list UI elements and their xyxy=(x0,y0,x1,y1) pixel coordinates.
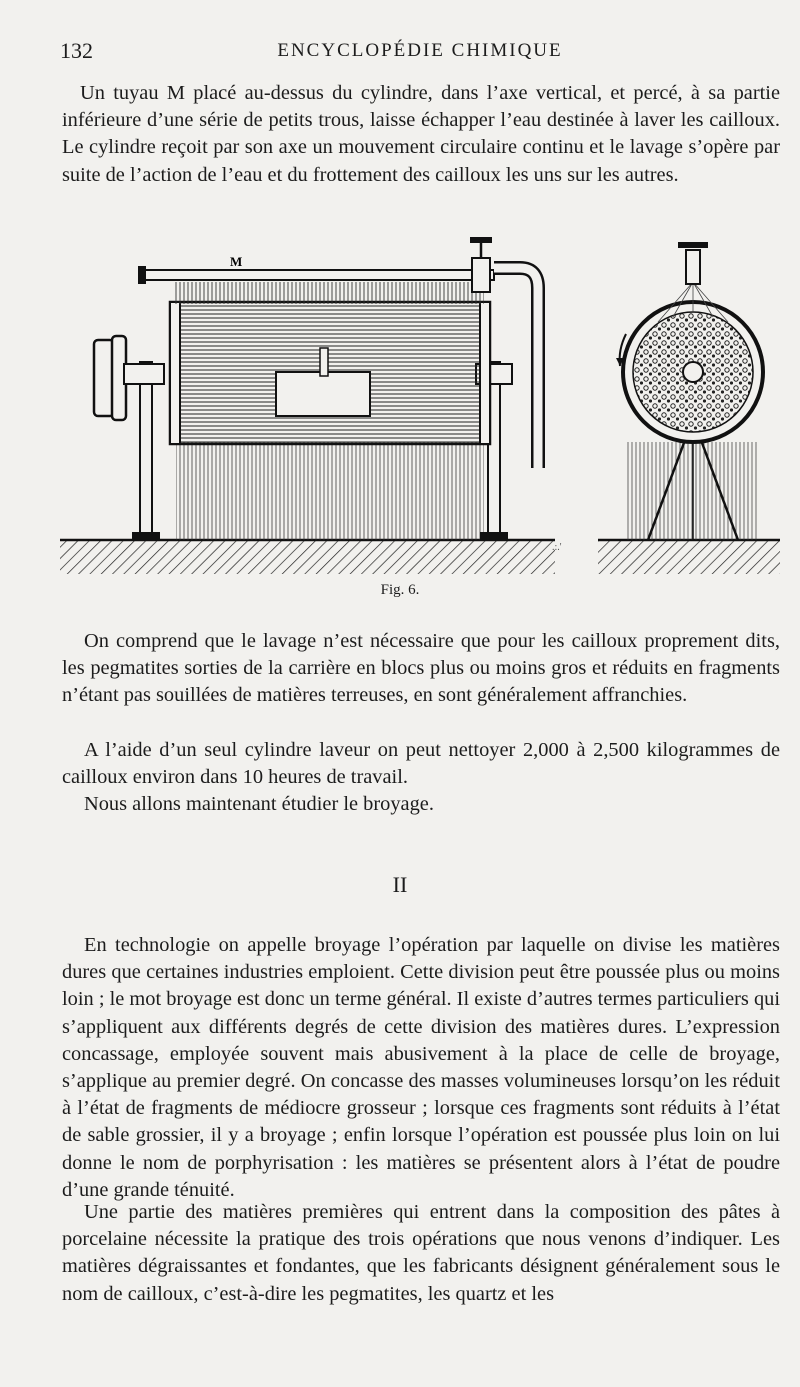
page-number: 132 xyxy=(60,38,93,63)
figure-washing-cylinder xyxy=(58,232,782,582)
paragraph-washing-pipe: Un tuyau M placé au-dessus du cylindre, dans l’axe vertical, et percé, à sa partie inférieure d’une série de petits trous, laisse échapper l’eau destinée à laver les cailloux. Le cylindre reçoit par son axe un mouvement circulaire continu et le lavage s’opère par suite de l’action de l’eau et du frottement des cailloux les uns sur les autres. xyxy=(62,82,780,186)
cylinder-door xyxy=(276,372,370,416)
paragraph-grinding-definition: En technologie on appelle broyage l’opération par laquelle on divise les matières dures que certaines industries emploient. Cette division peut être poussée plus ou moins loin ; le mot broyage est donc un terme général. Il existe d’autres termes particuliers qui s’appliquent aux différents degrés de cette division des matières dures. L’expression concassage, employée souvent mais abusivement à la place de celle de broyage, s’applique au premier degré. On concasse des masses volumineuses lorsqu’on les réduit à l’état de fragments de médiocre grosseur ; lorsque ces fragments sont réduits à l’état de sable grossier, il y a broyage ; enfin lorsque l’opération est poussée plus loin on lui donne le nom de porphyrisation : les matières se présentent alors à l’état de poudre d’une grande ténuité. xyxy=(62,934,780,1201)
ground-hatching xyxy=(60,540,555,574)
ground-hatching-right xyxy=(598,540,780,574)
paragraph-washing-necessity: On comprend que le lavage n’est nécessaire que pour les cailloux proprement dits, les pegmatites sorties de la carrière en blocs plus ou moins gros et réduits en fragments n’étant pas souillées de matières terreuses, en sont généralement affranchies. xyxy=(62,630,780,707)
figure-caption: Fig. 6. xyxy=(380,582,420,598)
water-jets xyxy=(174,282,484,304)
paragraph-cylinder-capacity: A l’aide d’un seul cylindre laveur on peut nettoyer 2,000 à 2,500 kilogrammes de cailloux environ dans 10 heures de travail. xyxy=(62,739,780,789)
paragraph-grinding-intro: Nous allons maintenant étudier le broyage. xyxy=(84,793,434,815)
left-support-post xyxy=(140,362,152,540)
running-title: ENCYCLOPÉDIE CHIMIQUE xyxy=(277,40,563,61)
pipe-m xyxy=(144,270,494,280)
valve-right xyxy=(686,250,700,284)
page-header xyxy=(60,38,780,68)
washing-cylinder-engraving xyxy=(58,232,782,582)
pipe-label-m: M xyxy=(230,254,243,269)
section-heading: II xyxy=(392,872,408,897)
paragraph-raw-materials: Une partie des matières premières qui entrent dans la composition des pâtes à porcelaine nécessite la pratique des trois opérations que nous venons d’indiquer. Les matières dégraissantes et fondantes, que les fabricants désignent généralement sous le nom de cailloux, c’est-à-dire les pegmatites, les quartz et les xyxy=(62,1201,780,1305)
valve xyxy=(472,258,490,292)
svg-text:.:.': .:.' xyxy=(552,542,562,553)
water-falling xyxy=(176,442,484,540)
